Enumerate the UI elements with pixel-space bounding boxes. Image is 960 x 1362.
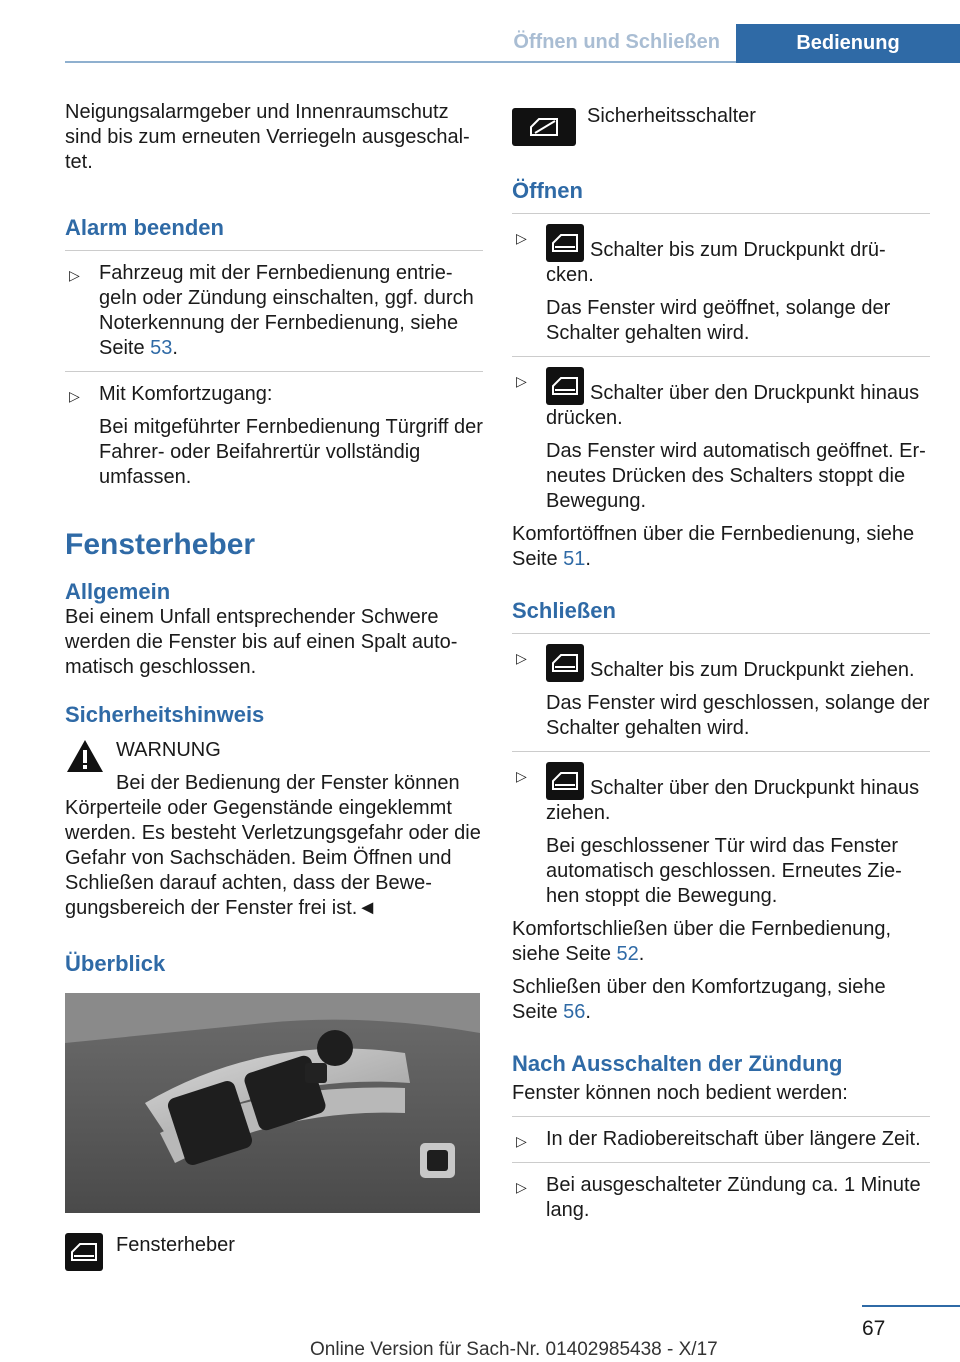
list-item: ▷ Schalter bis zum Druckpunkt drü-cken. Das Fenster wird geöffnet, solange der Schalter gehalten wird. — [512, 224, 930, 346]
nach-ausschalten-text: Fenster können noch bedient werden: — [512, 1082, 848, 1104]
fensterheber-label: Fensterheber — [116, 1234, 235, 1256]
footer-rule — [862, 1305, 960, 1307]
schliessen-heading: Schließen — [512, 598, 616, 623]
oeffnen-heading: Öffnen — [512, 178, 583, 203]
allgemein-heading: Allgemein — [65, 579, 171, 604]
page-link[interactable]: 51 — [563, 548, 586, 570]
divider — [512, 213, 930, 214]
komfortschliessen-text: Komfortschließen über die Fernbedienung, siehe Seite 52. — [512, 918, 892, 965]
warning-icon — [65, 738, 105, 774]
bullet-icon: ▷ — [516, 1179, 527, 1195]
divider — [65, 371, 483, 372]
page-link[interactable]: 52 — [616, 943, 639, 965]
warning-title: WARNUNG — [116, 739, 221, 761]
bullet-icon: ▷ — [69, 388, 80, 404]
divider — [512, 1116, 930, 1117]
window-switch-icon — [546, 367, 584, 405]
list-item: ▷ Schalter über den Druckpunkt hinaus ziehen. Bei geschlossener Tür wird das Fenster automatisch geschlossen. Erneutes Zie-hen stoppt die Bewegung. — [512, 762, 930, 909]
list-item: ▷ Mit Komfortzugang: Bei mitgeführter Fernbedienung Türgriff der Fahrer- oder Beifahrertür vollständig umfassen. — [69, 383, 483, 488]
online-version-note: Online Version für Sach-Nr. 01402985438 - X/17 — [310, 1339, 718, 1360]
page-number: 67 — [862, 1317, 886, 1340]
window-switch-icon — [546, 762, 584, 800]
warning-block — [65, 738, 483, 921]
bullet-icon: ▷ — [516, 768, 527, 784]
komfortzugang-text: Schließen über den Komfortzugang, siehe Seite 56. — [512, 976, 886, 1023]
intro-text: Neigungsalarmgeber und Innenraumschutz sind bis zum erneuten Verriegeln ausgeschal-tet. — [65, 101, 470, 173]
chapter-title: Fensterheber — [65, 528, 256, 561]
sicherheitshinweis-heading: Sicherheitshinweis — [65, 702, 265, 727]
list-item: ▷ Fahrzeug mit der Fernbedienung entrie-geln oder Zündung einschalten, ggf. durch Noterkennung der Fernbedienung, siehe Seite 53. — [69, 262, 474, 359]
divider — [512, 633, 930, 634]
bullet-icon: ▷ — [516, 373, 527, 389]
window-switch-icon — [546, 224, 584, 262]
right-column — [512, 105, 930, 1223]
bullet-icon: ▷ — [516, 1133, 527, 1149]
page-link[interactable]: 56 — [563, 1001, 586, 1023]
page-link[interactable]: 53 — [150, 337, 173, 359]
left-column — [65, 100, 483, 1273]
list-item: ▷ Bei ausgeschalteter Zündung ca. 1 Minute lang. — [516, 1174, 921, 1221]
divider — [512, 751, 930, 752]
fensterheber-legend — [65, 1233, 483, 1273]
bullet-icon: ▷ — [516, 650, 527, 666]
window-switch-photo — [65, 993, 480, 1213]
divider — [65, 250, 483, 251]
divider — [512, 1162, 930, 1163]
komfortoeffnen-text: Komfortöffnen über die Fernbedienung, siehe Seite 51. — [512, 523, 915, 570]
safety-switch-label: Sicherheitsschalter — [587, 105, 756, 127]
header-section: Öffnen und Schließen — [513, 31, 720, 53]
nach-ausschalten-heading: Nach Ausschalten der Zündung — [512, 1051, 843, 1076]
window-switch-icon — [65, 1233, 103, 1271]
safety-switch-legend — [512, 105, 930, 148]
ueberblick-heading: Überblick — [65, 951, 166, 976]
bullet-icon: ▷ — [69, 267, 80, 283]
header-tab: Bedienung — [736, 24, 960, 63]
list-item: ▷ In der Radiobereitschaft über längere Zeit. — [512, 1127, 930, 1152]
bullet-icon: ▷ — [516, 230, 527, 246]
window-switch-icon — [546, 644, 584, 682]
safety-switch-icon — [512, 108, 576, 146]
alarm-heading: Alarm beenden — [65, 215, 224, 240]
warning-text: Bei der Bedienung der Fenster können Körperteile oder Gegenstände eingeklemmt werden. Es besteht Verletzungsgefahr oder die Gefahr von Sachschäden. Beim Öffnen und Schließen darauf achten, dass der Bewe-gungsbereich der Fenster frei ist.◄ — [65, 772, 481, 919]
list-item: ▷ Schalter über den Druckpunkt hinaus drücken. Das Fenster wird automatisch geöffnet. Er-neutes Drücken des Schalters stoppt die Bewegung. — [512, 367, 930, 514]
allgemein-text: Bei einem Unfall entsprechender Schwere werden die Fenster bis auf einen Spalt auto-matisch geschlossen. — [65, 606, 458, 678]
list-item: ▷ Schalter bis zum Druckpunkt ziehen. Das Fenster wird geschlossen, solange der Schalter gehalten wird. — [512, 644, 930, 741]
divider — [512, 356, 930, 357]
